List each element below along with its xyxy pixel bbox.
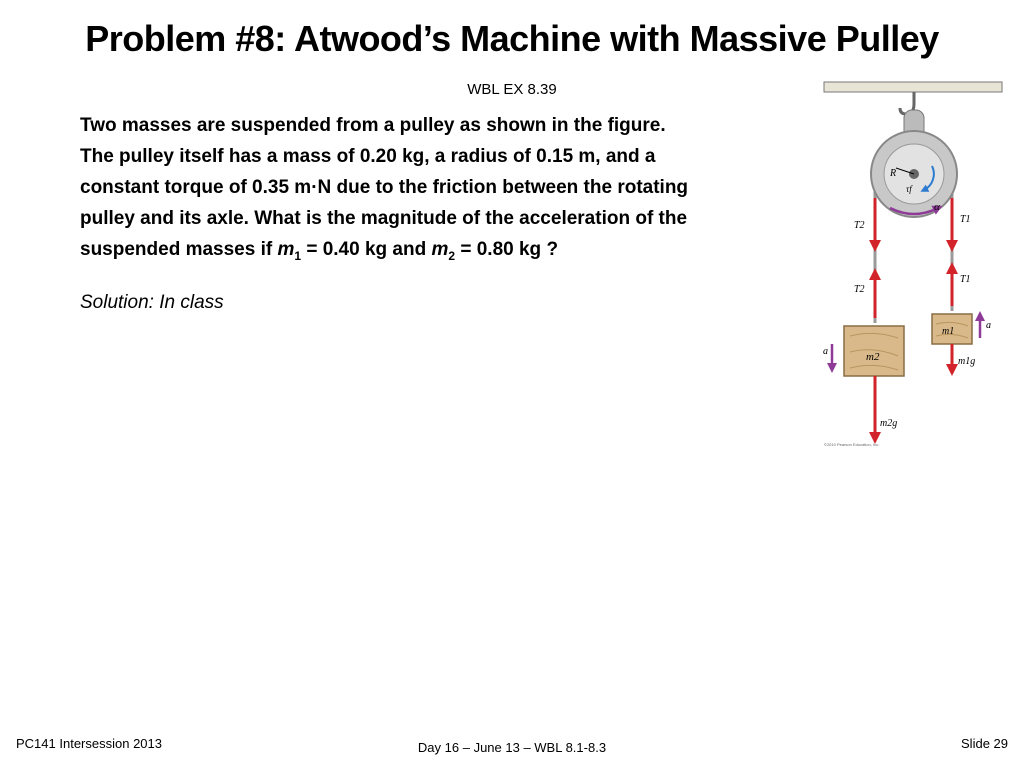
radius-label: R [890, 168, 897, 179]
m2-label: m2 [866, 351, 880, 363]
m1-label: m1 [942, 326, 955, 337]
a-left-label: a [823, 346, 828, 357]
problem-text: = 0.80 kg ? [455, 239, 559, 260]
problem-text: = 0.40 kg and [301, 239, 432, 260]
friction-torque-label: τf [906, 184, 912, 194]
problem-line-3: constant torque of 0.35 m·N due to the friction between the rotating [80, 177, 689, 198]
problem-line-2: The pulley itself has a mass of 0.20 kg, a radius of 0.15 m, and a [80, 146, 656, 167]
m1-symbol: m [277, 239, 295, 260]
t1-mid-label: T1 [960, 274, 971, 285]
a-right-label: a [986, 320, 991, 331]
slide-number: Slide 29 [961, 736, 1008, 751]
copyright-text: ©2010 Pearson Education, Inc. [824, 442, 880, 447]
problem-statement [80, 110, 820, 272]
problem-line-5 [80, 234, 820, 272]
footer-course: PC141 Intersession 2013 [16, 736, 162, 751]
m2g-label: m2g [880, 418, 898, 429]
reference-label: WBL EX 8.39 [467, 81, 557, 98]
t2-mid-label: T2 [854, 284, 865, 295]
problem-line-1: Two masses are suspended from a pulley as shown in the figure. [80, 115, 666, 136]
problem-text: suspended masses if [80, 239, 278, 260]
ceiling [824, 82, 1002, 92]
alpha-label: α [934, 201, 940, 213]
slide-title: Problem #8: Atwood’s Machine with Massive Pulley [85, 18, 939, 59]
t1-top-label: T1 [960, 214, 971, 225]
m2-symbol: m [431, 239, 449, 260]
m2-subscript: 2 [448, 248, 456, 263]
footer-day: Day 16 – June 13 – WBL 8.1-8.3 [417, 740, 607, 755]
problem-line-4: pulley and its axle. What is the magnitude of the acceleration of the [80, 208, 688, 229]
atwood-figure [820, 78, 1010, 450]
solution-note: Solution: In class [80, 292, 224, 313]
m1-subscript: 1 [294, 248, 302, 263]
m1g-label: m1g [958, 356, 976, 367]
t2-top-label: T2 [854, 220, 865, 231]
